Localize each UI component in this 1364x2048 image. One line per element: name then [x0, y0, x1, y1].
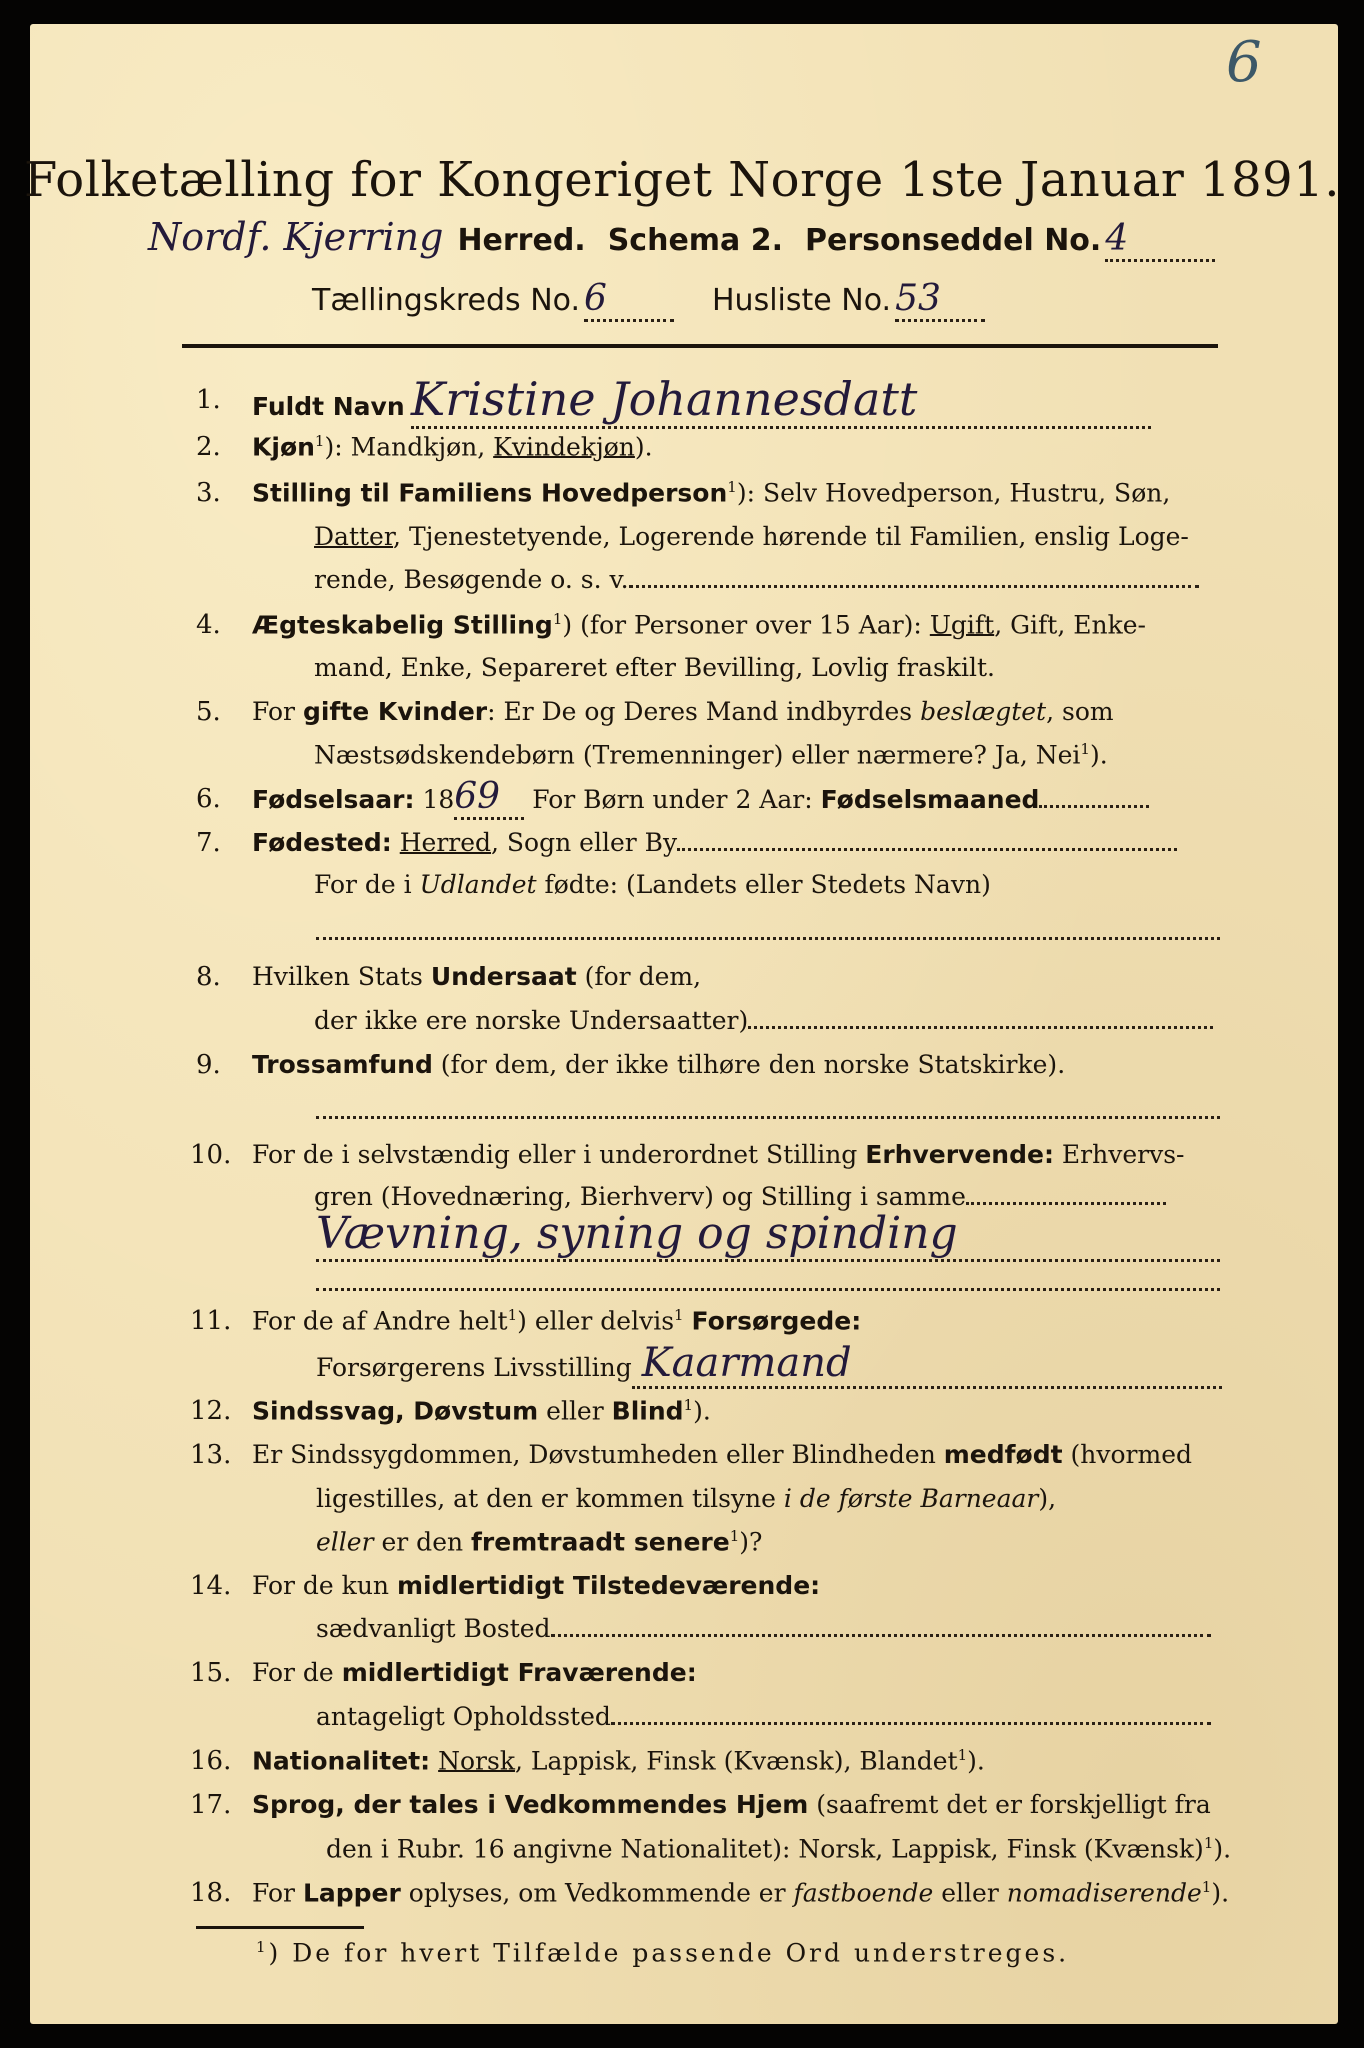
form-title: Folketælling for Kongeriget Norge 1ste Januar 1891.	[24, 152, 1340, 208]
q16-number: 16.	[190, 1746, 232, 1776]
q10-value-line	[316, 1208, 1220, 1262]
q1-number: 1.	[196, 385, 221, 415]
q17-number: 17.	[190, 1790, 232, 1820]
q18-text-c: eller	[933, 1878, 1007, 1908]
q4-number: 4.	[196, 610, 221, 640]
q18-text-a: For	[252, 1878, 303, 1908]
q12-number: 12.	[190, 1396, 232, 1426]
q13-text-d: ),	[1038, 1484, 1057, 1513]
q14-blank	[551, 1614, 1211, 1637]
personseddel-value: 4	[1105, 218, 1215, 262]
q12-label-2: Blind	[611, 1396, 684, 1426]
q16-text: , Lappisk, Finsk (Kvænsk), Blandet	[514, 1746, 958, 1776]
q3-datter: Datter	[314, 522, 394, 551]
q3-line1	[252, 478, 1170, 507]
q15-number: 15.	[190, 1658, 232, 1688]
q10-value: Vævning, syning og spinding	[316, 1208, 1220, 1262]
q11-sup-a: 1	[507, 1306, 518, 1324]
q16-end: ).	[967, 1746, 985, 1776]
q14-number: 14.	[190, 1571, 232, 1601]
q14-label: midlertidigt Tilstedeværende:	[396, 1571, 821, 1600]
q7-blank	[677, 828, 1177, 851]
q8-number: 8.	[196, 962, 221, 992]
q12-label: Sindssvag, Døvstum	[252, 1396, 539, 1426]
q6-prefix: 18	[414, 785, 455, 814]
q11-text-b: ) eller delvis	[517, 1306, 675, 1336]
header-divider	[182, 344, 1218, 348]
q14-line2	[316, 1614, 1211, 1643]
q18-nomadiserende: nomadiserende	[1006, 1878, 1202, 1908]
q11-number: 11.	[190, 1306, 232, 1336]
q5-text-d: Næstsødskendebørn (Tremenninger) eller nærmere? Ja, Nei	[314, 740, 1081, 770]
q3-text-a: ): Selv Hovedperson, Hustru, Søn,	[736, 478, 1171, 508]
q11-line1	[252, 1306, 861, 1335]
q13-number: 13.	[190, 1440, 232, 1470]
q16-sup: 1	[957, 1746, 968, 1764]
kreds-value: 6	[584, 278, 674, 322]
q11-label: Forsørgede:	[691, 1306, 862, 1336]
q15-text-b: antageligt Opholdssted	[316, 1702, 611, 1731]
q18-fastboende: fastboende	[793, 1878, 934, 1908]
schema-label: Schema 2.	[607, 223, 784, 258]
q5-sup: 1	[1080, 740, 1090, 758]
q7-number: 7.	[196, 828, 221, 858]
q13-text-e: er den	[373, 1527, 472, 1557]
q11-line2	[316, 1340, 1222, 1389]
q8-label: Undersaat	[430, 962, 577, 991]
q13-eller: eller	[316, 1527, 374, 1557]
q1-value: Kristine Johannesdatt	[411, 372, 1151, 429]
q17-text-b: den i Rubr. 16 angivne Nationalitet): Norsk, Lappisk, Finsk (Kvænsk)	[326, 1834, 1204, 1864]
q10-label: Erhvervende:	[865, 1140, 1054, 1169]
q9-label: Trossamfund	[252, 1050, 433, 1079]
q5-line1	[252, 697, 1114, 726]
q17-line2	[326, 1834, 1231, 1863]
q5-line2	[314, 740, 1108, 769]
q18-text-b: oplyses, om Vedkommende er	[400, 1878, 794, 1908]
q8-line2	[314, 1006, 1213, 1035]
q2-number: 2.	[196, 432, 221, 462]
q7-line2	[314, 870, 991, 899]
footnote-divider	[196, 1926, 364, 1929]
q9-number: 9.	[196, 1050, 221, 1080]
q17-label: Sprog, der tales i Vedkommendes Hjem	[252, 1790, 809, 1819]
q5-text-b: : Er De og Deres Mand indbyrdes	[487, 697, 921, 726]
header-line-2	[312, 278, 985, 322]
q3-text-b: , Tjenestetyende, Logerende hørende til Familien, enslig Loge-	[393, 522, 1189, 551]
q2-text: ): Mandkjøn,	[324, 432, 494, 462]
q12-end: ).	[693, 1396, 711, 1426]
q3-line2	[314, 522, 1189, 551]
q14-line1	[252, 1571, 820, 1600]
q3-blank	[629, 565, 1199, 588]
q7-blank-line	[316, 915, 1220, 940]
q18-sup: 1	[1201, 1878, 1212, 1896]
q6-value: 69	[454, 776, 524, 820]
header-line-1	[148, 215, 1215, 265]
q7-line1	[252, 828, 1177, 857]
q15-text-a: For de	[252, 1658, 342, 1687]
q11-text-c: Forsørgerens Livsstilling	[316, 1353, 632, 1382]
q13-italic: i de første Barneaar	[783, 1484, 1039, 1513]
q15-line1	[252, 1658, 697, 1687]
q16-row	[252, 1746, 985, 1775]
q17-sup: 1	[1203, 1834, 1214, 1852]
q4-text-b: , Gift, Enke-	[994, 610, 1146, 640]
q4-label: Ægteskabelig Stilling	[252, 610, 553, 640]
q3-text-c: rende, Besøgende o. s. v.	[314, 565, 629, 594]
q14-text-a: For de kun	[252, 1571, 397, 1600]
q2-end: ).	[634, 432, 653, 462]
q17-line1	[252, 1790, 1211, 1819]
q5-label: gifte Kvinder	[302, 697, 488, 726]
q18-end: ).	[1211, 1878, 1230, 1908]
q10-line1	[252, 1140, 1184, 1169]
q10-blank	[966, 1182, 1166, 1205]
q13-text-a: Er Sindssygdommen, Døvstumheden eller Blindheden	[252, 1440, 944, 1469]
q4-line1	[252, 610, 1146, 639]
q13-sup: 1	[729, 1527, 740, 1545]
q5-beslaegtet: beslægtet	[920, 697, 1047, 726]
q7-label: Fødested:	[252, 828, 392, 857]
q8-text-b: (for dem,	[576, 962, 702, 991]
q15-label: midlertidigt Fraværende:	[341, 1658, 697, 1687]
q10-line2	[314, 1182, 1166, 1211]
q3-sup: 1	[727, 478, 737, 496]
q1-label: Fuldt Navn	[252, 392, 405, 421]
herred-value: Nordf. Kjerring	[148, 215, 444, 259]
q10-text-c: gren (Hovednæring, Bierhverv) og Stilling i samme	[314, 1182, 966, 1211]
q8-blank	[748, 1006, 1213, 1029]
q17-end: ).	[1213, 1834, 1232, 1864]
q5-text-c: , som	[1046, 697, 1114, 726]
q14-text-b: sædvanligt Bosted	[316, 1614, 551, 1643]
q7-text-b: For de i	[314, 870, 420, 899]
q13-line1	[252, 1440, 1192, 1469]
q15-line2	[316, 1702, 1211, 1731]
q5-end: ).	[1089, 740, 1108, 770]
husliste-label: Husliste No.	[712, 283, 892, 318]
q10-text-a: For de i selvstændig eller i underordnet Stilling	[252, 1140, 866, 1169]
q11-text-a: For de af Andre helt	[252, 1306, 508, 1336]
footnote	[256, 1938, 1069, 1967]
q7-herred: Herred	[399, 828, 492, 857]
q7-text: , Sogn eller By	[491, 828, 678, 857]
q3-number: 3.	[196, 478, 221, 508]
q16-norsk: Norsk	[438, 1746, 515, 1776]
q13-text-f: )?	[739, 1527, 763, 1557]
q8-text-c: der ikke ere norske Undersaatter)	[314, 1006, 749, 1035]
q6-row	[252, 776, 1149, 820]
q12-row	[252, 1396, 711, 1425]
q18-label: Lapper	[302, 1878, 401, 1908]
q9-blank-line	[316, 1094, 1220, 1119]
q5-text-a: For	[252, 697, 303, 726]
q8-text-a: Hvilken Stats	[252, 962, 431, 991]
q10-number: 10.	[190, 1140, 232, 1170]
footnote-text: ) De for hvert Tilfælde passende Ord understreges.	[268, 1938, 1070, 1968]
q11-value: Kaarmand	[632, 1340, 1222, 1389]
personseddel-label: Personseddel No.	[805, 223, 1102, 258]
q13-text-b: (hvormed	[1062, 1440, 1192, 1469]
page-number-mark: 6	[1226, 30, 1262, 95]
q9-text: (for dem, der ikke tilhøre den norske Statskirke).	[432, 1050, 1066, 1079]
q13-line2	[316, 1484, 1056, 1513]
q13-label: medfødt	[943, 1440, 1063, 1469]
q7-text-c: fødte: (Landets eller Stedets Navn)	[536, 870, 991, 899]
q4-sup: 1	[552, 610, 563, 628]
q2-kvindekjon: Kvindekjøn	[493, 432, 635, 462]
kreds-label: Tællingskreds No.	[312, 283, 580, 318]
q2-row	[252, 432, 653, 461]
q13-line3	[316, 1527, 762, 1556]
q4-ugift: Ugift	[929, 610, 995, 640]
q10-blank-line	[316, 1266, 1220, 1291]
q15-blank	[611, 1702, 1211, 1725]
q7-udlandet: Udlandet	[419, 870, 537, 899]
q9-row	[252, 1050, 1065, 1079]
q4-line2	[314, 653, 995, 682]
q3-line3	[314, 565, 1199, 594]
q6-number: 6.	[196, 784, 221, 814]
q12-sup: 1	[683, 1396, 694, 1414]
q5-number: 5.	[196, 697, 221, 727]
q2-label: Kjøn	[252, 432, 315, 462]
footnote-sup: 1	[256, 1938, 269, 1956]
q6-blank	[1039, 785, 1149, 808]
q18-number: 18.	[190, 1878, 232, 1908]
q8-line1	[252, 962, 701, 991]
q2-sup: 1	[314, 432, 325, 450]
q17-text-a: (saafremt det er forskjelligt fra	[808, 1790, 1211, 1819]
q18-row	[252, 1878, 1229, 1907]
q11-sup-b: 1	[674, 1306, 684, 1324]
q6-label: Fødselsaar:	[252, 785, 415, 814]
q13-text-c: ligestilles, at den er kommen tilsyne	[316, 1484, 784, 1513]
q12-text: eller	[538, 1396, 612, 1426]
q1-row	[252, 372, 1151, 429]
q6-text: For Børn under 2 Aar:	[524, 785, 821, 814]
q6-label-2: Fødselsmaaned	[820, 785, 1040, 814]
husliste-value: 53	[895, 278, 985, 322]
q4-text-c: mand, Enke, Separeret efter Bevilling, Lovlig fraskilt.	[314, 653, 995, 682]
q16-label: Nationalitet:	[252, 1746, 431, 1776]
q3-label: Stilling til Familiens Hovedperson	[252, 478, 728, 508]
herred-label: Herred.	[457, 223, 586, 258]
q10-text-b: Erhvervs-	[1053, 1140, 1185, 1169]
q13-label-2: fremtraadt senere	[471, 1527, 730, 1557]
q4-text-a: ) (for Personer over 15 Aar):	[562, 610, 930, 640]
